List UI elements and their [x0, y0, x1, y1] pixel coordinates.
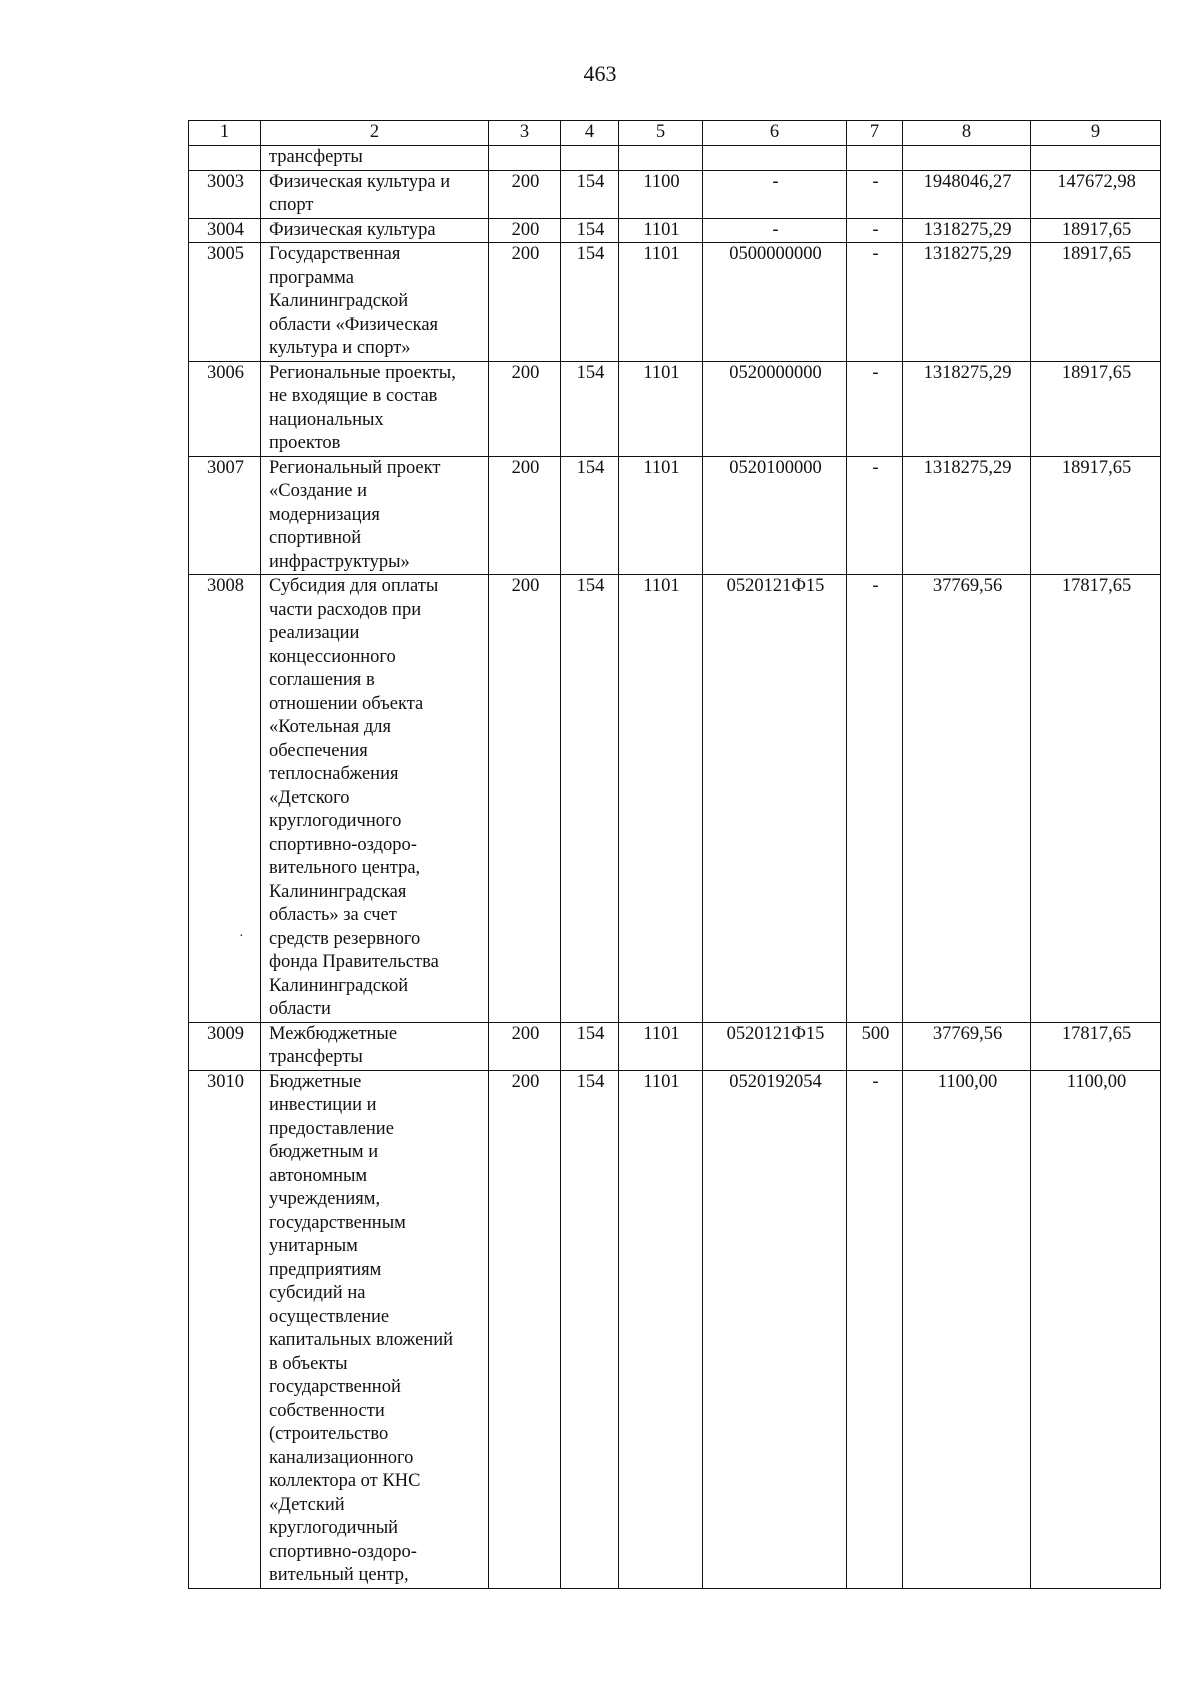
row-code: 3009: [189, 1022, 261, 1070]
row-col5: 1100: [619, 170, 703, 218]
row-name-text: Физическая культура: [269, 219, 436, 240]
row-name: [261, 146, 489, 171]
row-name: [261, 1070, 489, 1588]
row-col7: -: [847, 218, 903, 243]
row-code: [189, 146, 261, 171]
row-col6: 0500000000: [703, 243, 847, 362]
row-col3: 200: [489, 218, 561, 243]
table-row: [189, 575, 1161, 1023]
table-row: [189, 243, 1161, 362]
col-header-8: 8: [903, 121, 1031, 146]
row-col8: [903, 146, 1031, 171]
row-name: [261, 170, 489, 218]
row-code: 3010: [189, 1070, 261, 1588]
row-col4: 154: [561, 575, 619, 1023]
col-header-7: 7: [847, 121, 903, 146]
row-col7: -: [847, 456, 903, 575]
row-name-text: Региональные проекты, не входящие в состав национальных проектов: [269, 362, 456, 453]
row-col4: 154: [561, 1022, 619, 1070]
col-header-1: 1: [189, 121, 261, 146]
row-col7: -: [847, 170, 903, 218]
row-col8: 1318275,29: [903, 243, 1031, 362]
row-col8: 37769,56: [903, 575, 1031, 1023]
row-col9: [1031, 146, 1161, 171]
row-col4: [561, 146, 619, 171]
col-header-4: 4: [561, 121, 619, 146]
row-code-text: 3008: [207, 576, 244, 596]
row-col8: 1318275,29: [903, 218, 1031, 243]
row-name-text: Межбюджетные трансферты: [269, 1023, 398, 1067]
row-col7: -: [847, 575, 903, 1023]
scan-dot: ·: [239, 929, 244, 944]
row-col3: 200: [489, 243, 561, 362]
table-row: [189, 1022, 1161, 1070]
row-code: 3005: [189, 243, 261, 362]
row-col4: 154: [561, 170, 619, 218]
row-col7: -: [847, 1070, 903, 1588]
row-col6: -: [703, 170, 847, 218]
row-code: 3006: [189, 361, 261, 456]
row-col9: 147672,98: [1031, 170, 1161, 218]
row-code: 3007: [189, 456, 261, 575]
row-code: [189, 575, 261, 1023]
table-row: [189, 1070, 1161, 1588]
row-code: 3003: [189, 170, 261, 218]
row-col6: 0520121Ф15: [703, 1022, 847, 1070]
budget-table: [188, 120, 1161, 1589]
row-col7: -: [847, 243, 903, 362]
row-col5: 1101: [619, 456, 703, 575]
table-row: [189, 361, 1161, 456]
row-name-text: Региональный проект «Создание и модернизация спортивной инфраструктуры»: [269, 457, 441, 572]
row-col6: -: [703, 218, 847, 243]
row-col4: 154: [561, 361, 619, 456]
row-col5: [619, 146, 703, 171]
table-row: [189, 456, 1161, 575]
row-col9: 18917,65: [1031, 361, 1161, 456]
row-col3: 200: [489, 1070, 561, 1588]
row-col7: [847, 146, 903, 171]
row-col3: 200: [489, 1022, 561, 1070]
table-row: [189, 170, 1161, 218]
col-header-9: 9: [1031, 121, 1161, 146]
row-col4: 154: [561, 1070, 619, 1588]
row-col9: 18917,65: [1031, 243, 1161, 362]
row-col9: 17817,65: [1031, 1022, 1161, 1070]
row-name-text: трансферты: [269, 147, 363, 167]
col-header-2: 2: [261, 121, 489, 146]
row-col3: [489, 146, 561, 171]
row-col5: 1101: [619, 575, 703, 1023]
row-name: [261, 456, 489, 575]
table-row: [189, 218, 1161, 243]
row-col8: 1318275,29: [903, 456, 1031, 575]
row-col8: 1948046,27: [903, 170, 1031, 218]
row-col3: 200: [489, 361, 561, 456]
page-number: 463: [583, 61, 617, 86]
row-code: 3004: [189, 218, 261, 243]
row-col5: 1101: [619, 361, 703, 456]
row-name-text: Субсидия для оплаты части расходов при реализации концессионного соглашения в отношении объекта «Котельная для обеспечения теплоснабжения «Детского круглогодичного спортивно-оздоро- вительного центра, Калининградская область» за счет средств резервного фонда Правительства Калининградской области: [269, 576, 439, 1019]
col-header-6: 6: [703, 121, 847, 146]
row-col6: [703, 146, 847, 171]
row-col4: 154: [561, 243, 619, 362]
row-col5: 1101: [619, 218, 703, 243]
row-col8: 37769,56: [903, 1022, 1031, 1070]
row-col3: 200: [489, 575, 561, 1023]
row-name: [261, 243, 489, 362]
row-col9: 17817,65: [1031, 575, 1161, 1023]
row-col7: 500: [847, 1022, 903, 1070]
row-col5: 1101: [619, 243, 703, 362]
header-row: [189, 121, 1161, 146]
col-header-5: 5: [619, 121, 703, 146]
row-col5: 1101: [619, 1022, 703, 1070]
row-name: [261, 218, 489, 243]
table-row: [189, 146, 1161, 171]
row-name-text: Государственная программа Калининградской области «Физическая культура и спорт»: [269, 244, 439, 358]
row-col9: 18917,65: [1031, 218, 1161, 243]
row-col9: 1100,00: [1031, 1070, 1161, 1588]
row-col3: 200: [489, 170, 561, 218]
row-col8: 1100,00: [903, 1070, 1031, 1588]
row-col8: 1318275,29: [903, 361, 1031, 456]
row-name-text: Бюджетные инвестиции и предоставление бюджетным и автономным учреждениям, государственным унитарным предприятиям субсидий на осуществление капитальных вложений в объекты государственной собственности (строительство канализационного коллектора от КНС «Детский круглогодичный спортивно-оздоро- вительный центр,: [269, 1071, 453, 1585]
row-col6: 0520100000: [703, 456, 847, 575]
col-header-3: 3: [489, 121, 561, 146]
row-name-text: Физическая культура и спорт: [269, 171, 451, 215]
row-col3: 200: [489, 456, 561, 575]
row-col5: 1101: [619, 1070, 703, 1588]
row-name: [261, 361, 489, 456]
row-col9: 18917,65: [1031, 456, 1161, 575]
row-col6: 0520121Ф15: [703, 575, 847, 1023]
row-col6: 0520000000: [703, 361, 847, 456]
row-col7: -: [847, 361, 903, 456]
row-name: [261, 1022, 489, 1070]
row-col4: 154: [561, 218, 619, 243]
row-col6: 0520192054: [703, 1070, 847, 1588]
row-name: [261, 575, 489, 1023]
row-col4: 154: [561, 456, 619, 575]
